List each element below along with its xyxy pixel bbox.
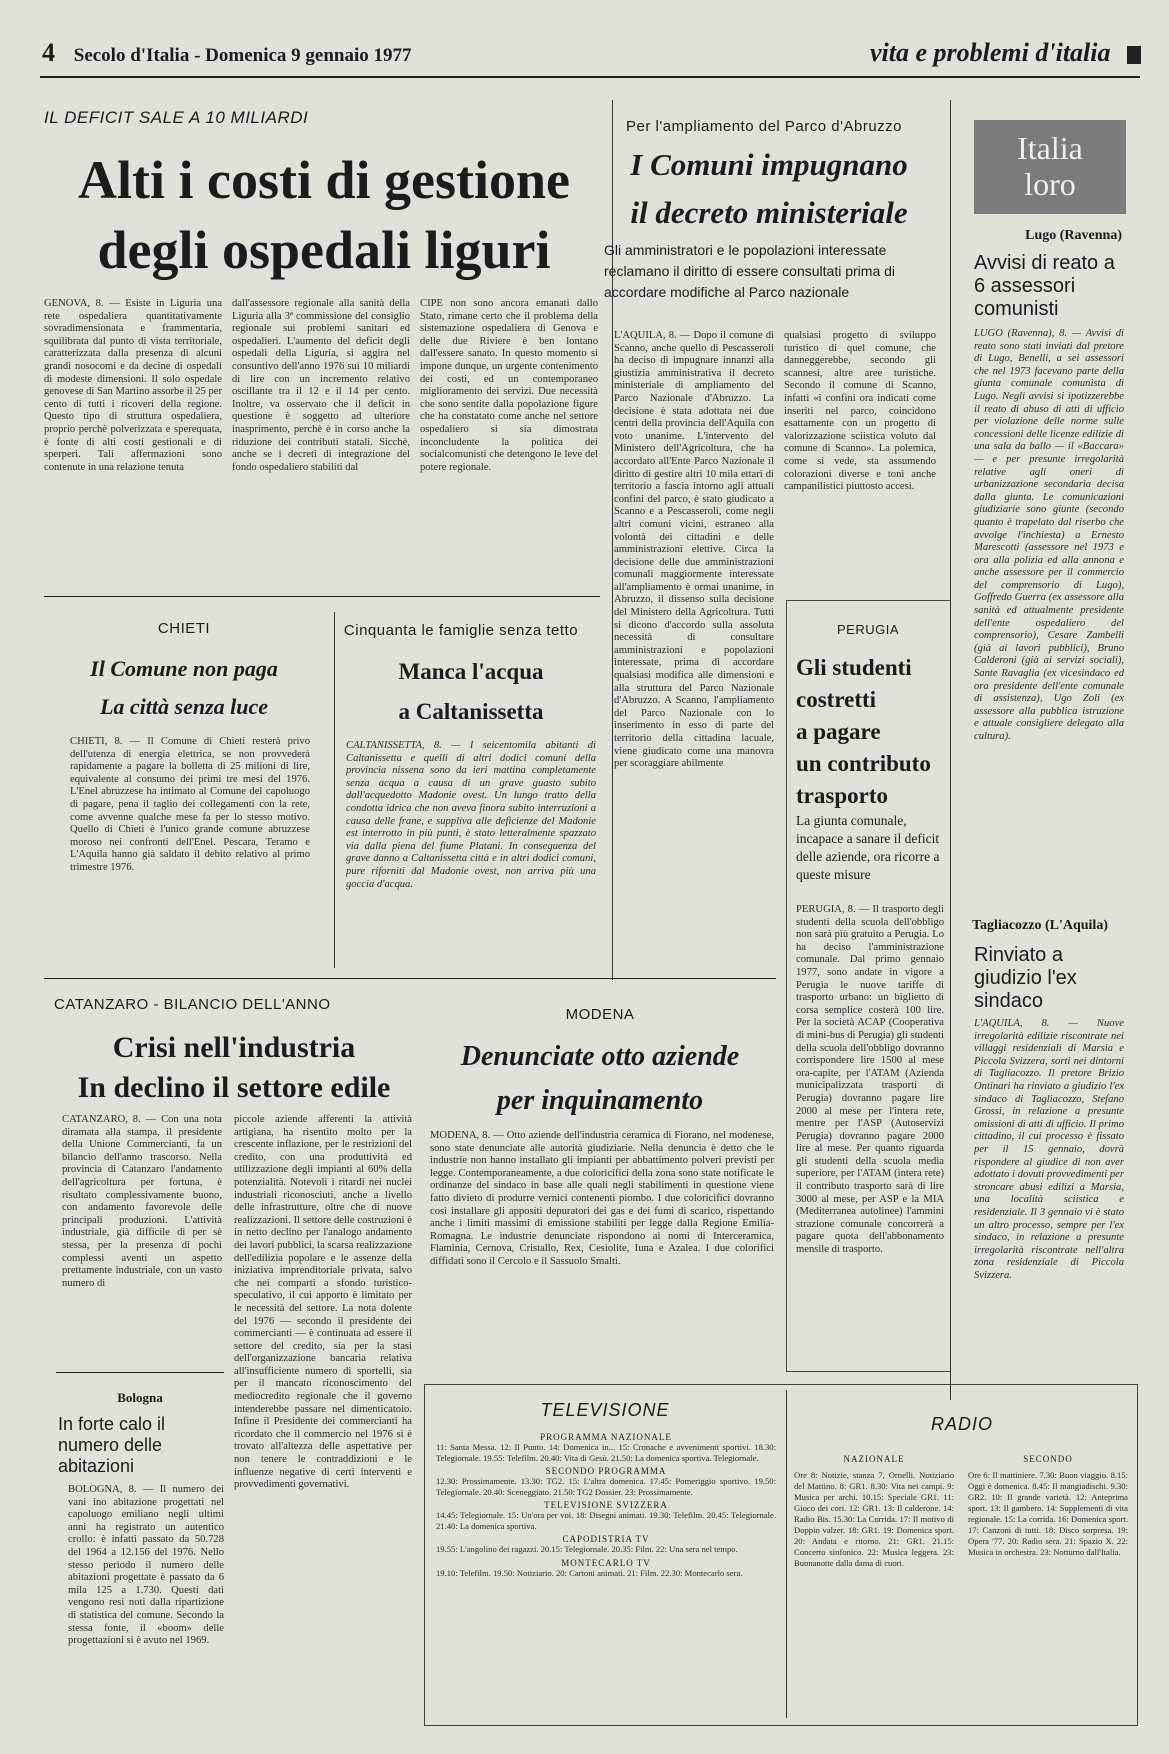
- caltanissetta-body: CALTANISSETTA, 8. — I seicentomila abitanti di Caltanissetta e quelli di altri dodici comuni della provincia nissena sono da ieri mattina completamente senza acqua a causa di un grave guasto subito dall'acquedotto Madonie ovest. Un lungo tratto della condotta idrica che non aveva finora subito interruzioni a causa delle frane, e suppliva alle deficienze del Madonie est interrotto in più punti, è stato letteralmente spazzato via dalla piena del fiume Platani. In conseguenza del grave danno a Caltanissetta città e in altri dodici comuni, pure riforniti dal Madonie ovest, non arriva più una goccia d'acqua.: [346, 740, 596, 890]
- headline-abruzzo-1: I Comuni impugnano: [630, 147, 908, 182]
- kicker-caltanissetta: Cinquanta le famiglie senza tetto: [343, 622, 579, 639]
- lugo-body: LUGO (Ravenna), 8. — Avvisi di reato sono stati inviati dal pretore di Lugo, Benelli, a sei assessori che nel 1973 facevano parte della giunta comunale comunista di Lugo. Negli avvisi si ipotizzerebbe il reato di abuso di atti di ufficio per violazione delle norme sulle concessioni delle licenze edilizie di una sala da ballo — il «Baccara» — e per presunte irregolarità relative agli oneri di urbanizzazione secondaria decisa dalla giunta. Le comunicazioni giudiziarie sono giunte (secondo quanto è trapelato dal riserbo che avvolge l'inchiesta) a Ernesto Marescotti (assessore nel 1973 e ora alla polizia ed alla annona e anche assessore per il commercio del comprensorio di Lugo), Goffredo Guerra (ex assessore alla sanità ed attualmente presidente dell'ente ospedaliero del comprensorio), Cesare Zambelli (già ai lavori pubblici), Bruno Calderoni (già ai servizi sociali), Sante Ravaglia (ex vicesindaco ed ora presidente dell'ente comunale di assistenza), Ugo Zoli (ex assessore alla pubblica istruzione e attuale consigliere delegato alla cultura).: [974, 328, 1124, 742]
- modena-body: MODENA, 8. — Otto aziende dell'industria ceramica di Fiorano, nel modenese, sono state denunciate alle autorità giudiziarie. Nella denuncia è detto che le industrie non hanno installato gli impianti per abbattimento polveri previsti per legge. Contemporaneamente, a due coloricifici della zona sono state notificate le ordinanze del sindaco in base alle quali negli stabilimenti in questione viene fatto divieto di produrre vernici contenenti piombo. I due coloricifici dovranno così installare gli appositi depuratori dei gas e dei fumi di scarico, rispettando anche i limiti massimi di emissione stabiliti per legge dalla Regione Emilia-Romagna. Le industrie denunciate rispondono ai nomi di Interceramica, Flaminia, Cernova, Cristallo, Rex, Cesiolite, Iuna e Azalea. I due colorifici diffidati sono il Cercolo e il Sassuolo Smalti.: [430, 1130, 774, 1267]
- headline-perugia-1: Gli studenti: [796, 655, 912, 680]
- kicker-abruzzo: Per l'ampliamento del Parco d'Abruzzo: [625, 118, 903, 135]
- tv-radio-divider: [786, 1390, 787, 1718]
- tv-title: TELEVISIONE: [540, 1400, 670, 1420]
- tv-text-5: 19.10: Telefilm. 19.50: Notiziario. 20: Cartoni animati. 21: Film. 22.30: Montecarlo sera.: [436, 1567, 743, 1578]
- tagliacozzo-body: L'AQUILA, 8. — Nuove irregolarità edilizie riscontrate nei villaggi residenziali di Marsia e Piccola Svizzera, sorti nei dintorni di Tagliacozzo. Il pretore Brizio Ontinari ha rinviato a giudizio l'ex sindaco di Tagliacozzo, Stefano Grossi, in relazione a presunte omissioni di atti di ufficio. Il primo cittadino, il cui processo è fissato per il 15 gennaio, dovrà rispondere al giudice di non aver adottato i dovuti provvedimenti per stroncare abusi edilizi a Marsia, una località sciistica e residenziale. Il 3 gennaio vi è stato un altro processo, sempre per l'ex sindaco, in relazione a presunte irregolarità riscontrate nell'altra zona residenziale di Piccola Svizzera.: [974, 1018, 1124, 1281]
- radio-title: RADIO: [930, 1414, 993, 1434]
- paper-date: Secolo d'Italia - Domenica 9 gennaio 1977: [73, 45, 412, 66]
- headline-chieti-1: Il Comune non paga: [90, 656, 278, 681]
- rule-ospedali: [44, 596, 600, 597]
- headline-catanzaro-2: In declino il settore edile: [77, 1071, 391, 1104]
- deck-abruzzo: Gli amministratori e le popolazioni interessate reclamano il diritto di essere consultati prima di accordare modifiche al Parco nazionale: [604, 242, 896, 300]
- catanzaro-col-1: CATANZARO, 8. — Con una nota diramata alla stampa, il presidente della Unione Commercianti, fa un bilancio dell'anno trascorso. Nella provincia di Catanzaro l'andamento dell'agricoltura per fortuna, è risultato complessivamente buono, con andamento favorevole delle principali produzioni. L'attività industriale, già difficile di per sè stessa, per la presenza di pochi complessi aventi un aspetto prettamente industriale, con un vasto numero di: [62, 1114, 222, 1289]
- italia-loro-title-2: loro: [1024, 166, 1076, 202]
- kicker-modena: MODENA: [565, 1006, 635, 1023]
- headline-ospedali-2: degli ospedali liguri: [97, 220, 551, 280]
- headline-perugia-4: un contributo: [796, 751, 931, 776]
- ospedali-col-2: dall'assessore regionale alla sanità della Liguria alla 3ª commissione del consiglio regionale sui problemi sanitari ed ospedalieri. L'aumento del deficit degli ospedali della Liguria, si aggira nel consuntivo dell'anno 1976 sui 10 miliardi di lire con un incremento relativo oscillante tra il 12 e il 14 per cento. Inoltre, va osservato che il deficit in questione è soggetto ad ulteriore inasprimento, perchè è in corso anche la riduzione dei contributi statali. Sicchè, anche se i decreti di integrazione del fondo ospedaliero stabiliti dal: [232, 298, 410, 473]
- headline-abruzzo-2: il decreto ministeriale: [630, 195, 908, 230]
- headline-catanzaro-1: Crisi nell'industria: [112, 1031, 356, 1064]
- page-number: 4: [42, 38, 55, 67]
- masthead-rule: [40, 76, 1140, 78]
- radio-sub-1: NAZIONALE: [843, 1454, 905, 1464]
- tv-text-2: 12.30: Prossimamente. 13.30: TG2. 15: L'altra domenica. 17.45: Pomeriggio sportivo. 19.50: Telegiornale. 20.40: Sceneggiato. 21.50: TG2 Dossier. 23: Prossimamente.: [436, 1476, 776, 1497]
- ospedali-col-1: GENOVA, 8. — Esiste in Liguria una rete ospedaliera quantitativamente sovradimensionata e frammentaria, squilibrata dal punto di vista territoriale, caratterizzata dalla presenza di alcuni grandi nosocomi e da decine di ospedali di modeste dimensioni. Il solo ospedale genovese di San Martino assorbe il 25 per cento di tutti i ricoveri della regione. Questo tipo di struttura ospedaliera, proprio perchè polverizzata e sperequata, è fonte di alti costi gestionali e di sperperi. Tali affermazioni sono contenute in una relazione tenuta: [44, 298, 222, 473]
- tv-text-3: 14.45: Telegiornale. 15: Un'ora per voi. 18: Disegni animati. 19.30: Telefilm. 20.45: Telegiornale. 21.40: La domenica sportiva.: [436, 1510, 776, 1531]
- rule-middle: [44, 978, 776, 979]
- tagliacozzo-place: Tagliacozzo (L'Aquila): [972, 918, 1108, 933]
- tv-sub-2: SECONDO PROGRAMMA: [545, 1466, 667, 1476]
- kicker-perugia: PERUGIA: [836, 622, 899, 637]
- tv-listings: [436, 1432, 776, 1578]
- abruzzo-col-2: qualsiasi progetto di sviluppo turistico di quel comune, che danneggerebbe, secondo gli scannesi, altre aree turistiche. Secondo il comune di Scanno, infatti «i confini ora indicati come inseriti nel parco, coincidono esattamente con un progetto di valorizzazione sciistica voluto dal comune di Scanno». La polemica, come si vede, sta assumendo colorazioni diverse e toni anche campanilistici piuttosto accesi.: [784, 330, 936, 493]
- ospedali-col-3: CIPE non sono ancora emanati dallo Stato, rimane certo che il problema della sistemazione ospedaliera di Genova e delle due Riviere è ben lontano dall'essere sanato. In questo momento si impone dunque, un urgente contenimento dei costi, ed un contemporaneo miglioramento dei servizi. Due necessità che sono sentite dalla popolazione figure che ha constatato come anche nel settore ospedaliero si sia dimostrata inconcludente la politica dei socialcomunisti che detengono le leve del potere regionale.: [420, 298, 598, 473]
- tv-sub-4: CAPODISTRIA TV: [562, 1534, 650, 1544]
- kicker-bologna: Bologna: [117, 1390, 163, 1405]
- rule-bologna: [56, 1372, 224, 1373]
- section-title-text: vita e problemi d'italia: [870, 38, 1111, 67]
- chieti-body: CHIETI, 8. — Il Comune di Chieti resterà privo dell'utenza di energia elettrica, se non provvederà rapidamente a pagare la bolletta di 25 milioni di lire, equivalente al consumo dei primi tre mesi del 1976. L'Enel abruzzese ha intimato al Comune del capoluogo di pagare, pena il taglio dei collegamenti con la rete, come avvenne qualche mese fa per lo stesso motivo. Quello di Chieti è l'unico grande comune abruzzese moroso nei confronti dell'Enel. Pescara, Teramo e L'Aquila hanno già saldato il debito relativo al primo trimestre 1976.: [70, 736, 310, 873]
- col-rule-1: [612, 100, 613, 980]
- radio-nazionale: [794, 1454, 954, 1720]
- italia-loro-title-1: Italia: [1017, 130, 1083, 166]
- tv-text-4: 19.55: L'angolino dei ragazzi. 20.15: Telegiornale. 20.35: Film. 22: Una sera nel tempo.: [436, 1544, 738, 1554]
- headline-perugia: [796, 652, 946, 812]
- headline-caltanissetta-2: a Caltanissetta: [398, 699, 544, 724]
- lugo-headline: Avvisi di reato a 6 assessori comunisti: [974, 252, 1115, 320]
- radio-sub-2: SECONDO: [1023, 1454, 1073, 1464]
- headline-perugia-3: a pagare: [796, 719, 881, 744]
- abruzzo-col-1: L'AQUILA, 8. — Dopo il comune di Scanno, anche quello di Pescasseroli ha deciso di impugnare innanzi alla giustizia amministrativa il decreto ministeriale di ampliamento del Parco Nazionale d'Abruzzo. La decisione è stata adottata nei due centri della provincia dell'Aquila con voto unanime. L'intervento del Ministero dell'Agricoltura, che ha accordato all'Ente Parco Nazionale il diritto di gestire altri 10 mila ettari di territorio a fascia intorno agli attuali confini del parco, è stato giudicato a Scanno e a Pescasseroli, come negli altri comuni vicini, estraneo alla volontà dei cittadini e delle amministrazioni elettive. Circa la decisione delle due amministrazioni comunali maggiormente interessate all'ampliamento è ormai unanime, in Abruzzo, il dissenso sulla decisione del Ministero della Agricoltura. Tutti si dicono d'accordo sulla assoluta necessità di consultare amministrazioni e popolazioni interessate, prima di accordare qualsiasi modifica alle dimensioni e alla struttura del Parco Nazionale d'Abruzzo. A Scanno, l'ampliamento del Parco Nazionale con lo inserimento in esso di parte del territorio della cittadina lacuale, viene giudicato come una manovra per scoraggiare abilmente: [614, 330, 774, 770]
- section-title: [870, 38, 1141, 68]
- tv-text-1: 11: Santa Messa. 12: Il Punto. 14: Domenica in... 15: Cronache e avvenimenti sportivi. 18.30: Telegiornale. 19.55: Telefilm. 20.40: Vita di Gesù. 21.50: La domenica sportiva. Telegiornale.: [436, 1442, 776, 1463]
- lugo-place: Lugo (Ravenna): [1025, 228, 1122, 243]
- perugia-body: PERUGIA, 8. — Il trasporto degli studenti della scuola dell'obbligo non sarà più gratuito a Perugia. Lo ha deciso l'amministrazione comunale. Dal primo gennaio 1977, sono andate in vigore a Perugia le nuove tariffe di trasporto urbano: un biglietto di corsa semplice costerà 100 lire. Per la società ACAP (Cooperativa di mini-bus di Perugia) gli studenti della scuola dell'obbligo dovranno corrispondere lire 1500 al mese ora-capite, per l'ATAM (Azienda municipalizzata trasporti di Perugia) dovranno pagare lire 2000 al mese per l'intera rete, mentre per l'ASP (Autoservizi Perugia) dovranno pagare 2000 lire al mese. Per quanto riguarda gli studenti della scuola media superiore, per l'ATAM (intera rete) il contributo trasporto sarà di lire 3000 al mese, per ASP e la MIA (Mediterranea autolinee) l'ammini strazione comunale concorrerà a pagare quota dell'abbonamento mensile di trasporto.: [796, 904, 944, 1256]
- col-rule-chieti: [334, 612, 335, 968]
- headline-perugia-5: trasporto: [796, 783, 888, 808]
- headline-modena-2: per inquinamento: [496, 1085, 704, 1116]
- headline-bologna: In forte calo il numero delle abitazioni: [58, 1414, 166, 1476]
- catanzaro-col-2: piccole aziende afferenti la attività artigiana, ha risentito molto per la crescente inflazione, per le restrizioni del credito, con una produttività ed utilizzazione degli impianti al 60% della potenzialità. Notevoli i ritardi nei nuclei industriali riconosciuti, anche a livello delle infrastrutture, oltre che di nuove realizzazioni. Il settore delle costruzioni è in netto declino per l'analogo andamento dei lavori pubblici, la scarsa realizzazione dell'edilizia popolare e le assenze della iniziativa imprenditoriale privata, salvo che nei comparti a sfondo turistico-speculativo, il cui apporto è limitato per le necessità del settore. La nota dolente del 1976 — secondo il presidente dei commercianti — è continuata ad essere il settore del credito, sia per la stasi dell'organizzazione bancaria relativa all'insufficiente numero di sportelli, sia per il mancato riconoscimento del mediocredito regionale che il governo intenderebbe passare nel dimenticatoio. Infine il Presidente dei commercianti ha ricordato che il commercio nel 1976 si è trovato all'altezza delle aspettative per non tenere le contraddizioni e le influenze negative di certi interventi e provvedimenti governativi.: [234, 1114, 412, 1491]
- italia-loro-box: [974, 120, 1126, 214]
- kicker-chieti: CHIETI: [157, 620, 211, 637]
- tv-sub-3: TELEVISIONE SVIZZERA: [544, 1500, 668, 1510]
- deck-perugia: La giunta comunale, incapace a sanare il deficit delle aziende, ora ricorre a queste misure: [796, 813, 940, 882]
- bologna-body: BOLOGNA, 8. — Il numero dei vani ino abitazione progettati nel capoluogo emiliano negli ultimi anni ha registrato un autentico crollo: è infatti passato da 50.728 del 1964 a 12.156 del 1976. Nello stesso periodo il numero delle abitazioni progettate è passato da 6 mila 125 a 1.730. Questi dati vengono resi noti dalla ripartizione di statistica del comune. Secondo la stessa fonte, il «boom» delle progettazioni si è avuto nel 1969.: [68, 1484, 224, 1647]
- radio-secondo: [968, 1454, 1128, 1720]
- headline-ospedali-1: Alti i costi di gestione: [78, 150, 570, 210]
- radio-text-2: Ore 6: Il mattiniere. 7.30: Buon viaggio. 8.15: Oggi è domenica. 8.45: Il mangiadischi. 9.30: GR2. 10: Il grande varietà. 12: Anteprima sport. 13: Il gambero. 14: Supplementi di vita regionale. 15: La corrida. 16: Domenica sport. 17: Canzoni di tutti. 18: Disco sorpresa. 19: Opera '77. 20: Radio sera. 21: Spazio X. 22: Musica in orchestra. 23: Notturno dall'Italia.: [968, 1470, 1128, 1557]
- headline-caltanissetta-1: Manca l'acqua: [398, 659, 544, 684]
- tagliacozzo-headline: Rinviato a giudizio l'ex sindaco: [974, 944, 1077, 1012]
- headline-chieti-2: La città senza luce: [99, 694, 269, 719]
- kicker-deficit: IL DEFICIT SALE A 10 MILIARDI: [44, 108, 309, 127]
- tv-sub-1: PROGRAMMA NAZIONALE: [540, 1432, 672, 1442]
- square-ornament-icon: [1127, 46, 1141, 64]
- kicker-catanzaro: CATANZARO - BILANCIO DELL'ANNO: [54, 996, 331, 1013]
- headline-perugia-2: costretti: [796, 687, 877, 712]
- tv-sub-5: MONTECARLO TV: [561, 1557, 651, 1568]
- masthead-left: [42, 38, 412, 68]
- headline-modena-1: Denunciate otto aziende: [460, 1041, 740, 1072]
- radio-text-1: Ore 8: Notizie, stanza 7, Ornelli. Notiziario del Mattino. 8: GR1. 8.30: Vita nei campi. 9: Musica per archi. 10.15: Speciale GR1. 11: Gioco dei cori. 12: GR1. 13: Il calderone. 14: Radio Bis. 15.30: La Corrida. 17: Il motivo di Doppio valzer. 18: GR1. 19: Domenica sport. 20: Andata e ritorno. 21: GR1. 21.15: Concerto sinfonico. 22: Musica leggera. 23: Buonanotte dalla dama di cuori.: [794, 1470, 954, 1568]
